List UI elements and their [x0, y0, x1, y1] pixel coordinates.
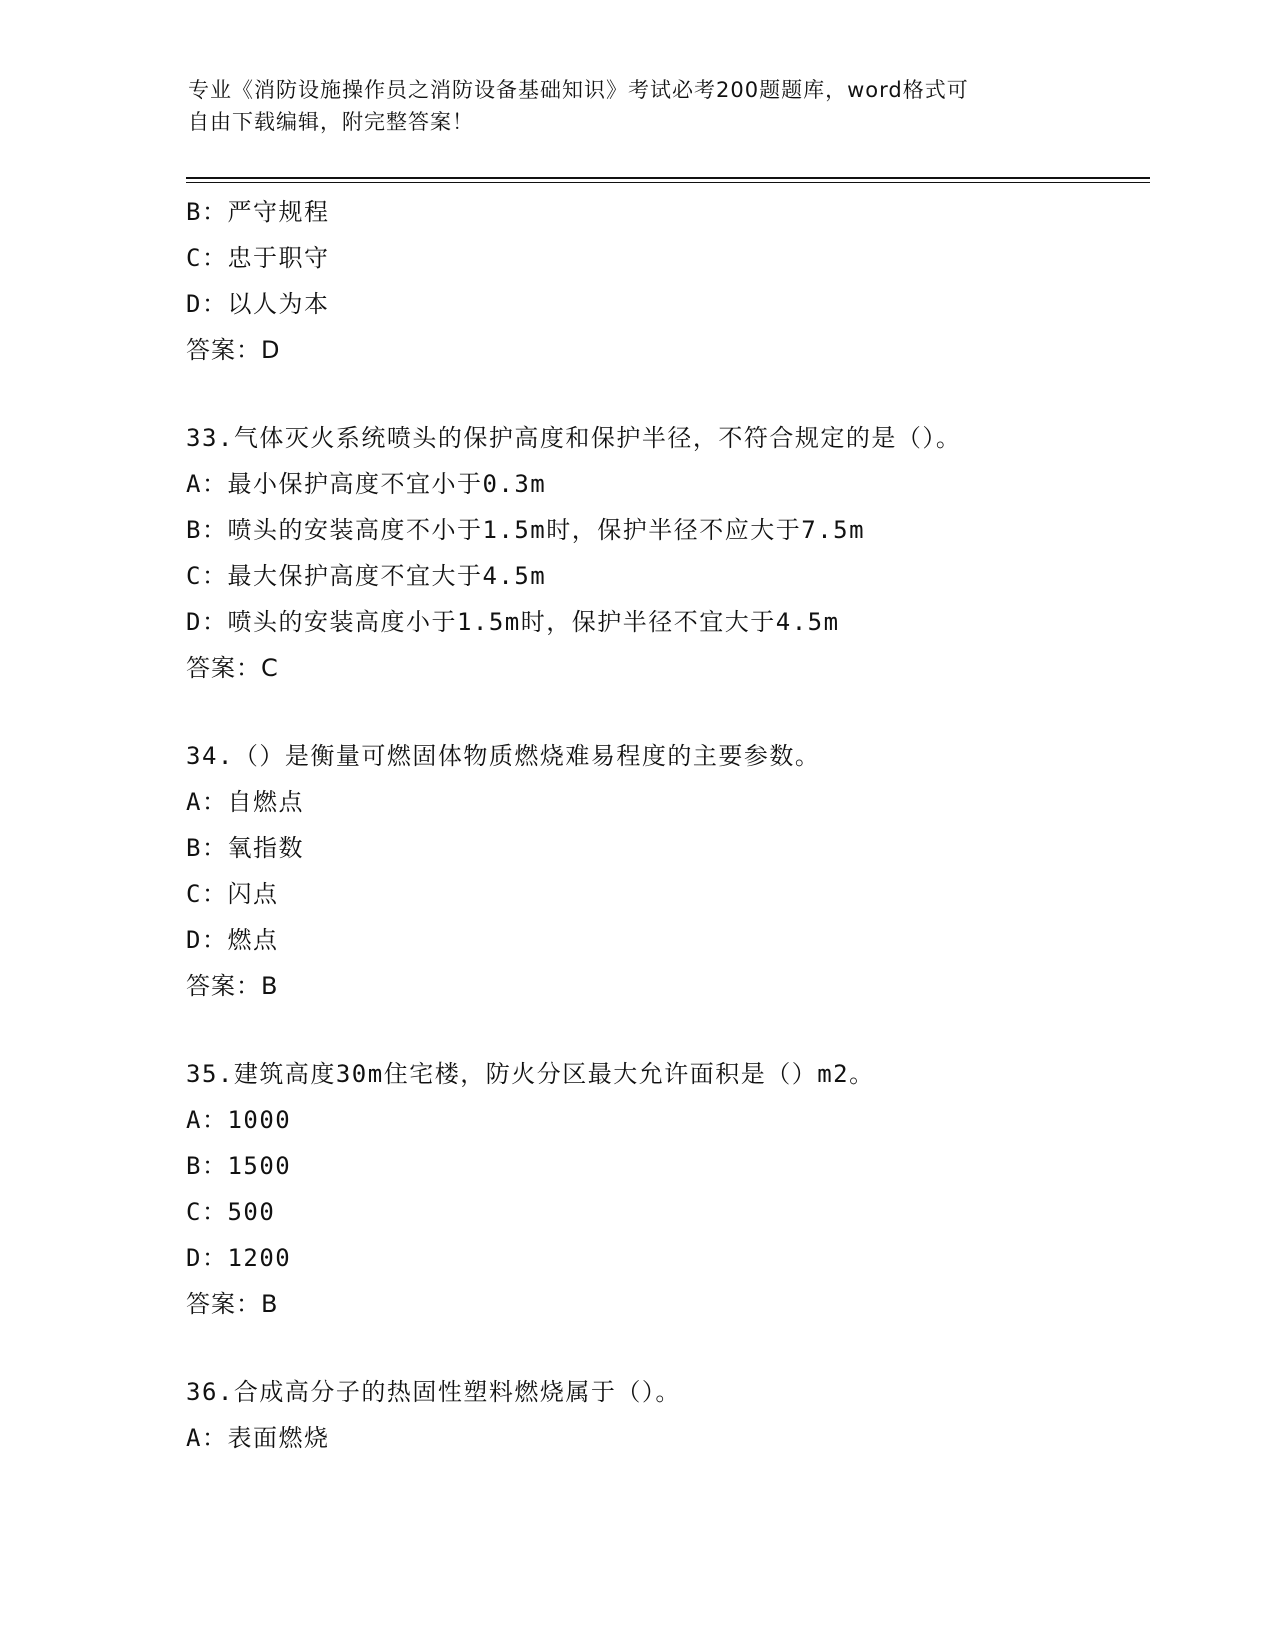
option-d: D：喷头的安装高度小于1.5m时，保护半径不宜大于4.5m [186, 608, 840, 636]
option-a: A：自燃点 [186, 788, 304, 816]
header-line-1: 专业《消防设施操作员之消防设备基础知识》考试必考200题题库，word格式可 [188, 78, 969, 102]
option-a: A：最小保护高度不宜小于0.3m [186, 470, 547, 498]
option-c: C：最大保护高度不宜大于4.5m [186, 562, 547, 590]
option-b: B：严守规程 [186, 198, 330, 226]
question-34 [186, 733, 1146, 1009]
question-32 [186, 189, 1146, 373]
spacer [186, 373, 1146, 415]
answer: 答案：B [186, 1290, 279, 1318]
option-d: D：1200 [186, 1244, 292, 1272]
question-title: 34.（）是衡量可燃固体物质燃烧难易程度的主要参数。 [186, 742, 821, 770]
option-b: B：喷头的安装高度不小于1.5m时，保护半径不应大于7.5m [186, 516, 866, 544]
answer: 答案：D [186, 336, 281, 364]
option-b: B：氧指数 [186, 834, 304, 862]
spacer [186, 691, 1146, 733]
answer: 答案：C [186, 654, 279, 682]
question-title: 36.合成高分子的热固性塑料燃烧属于（）。 [186, 1378, 681, 1406]
header-rule-thin [186, 182, 1150, 183]
option-d: D：以人为本 [186, 290, 330, 318]
option-a: A：1000 [186, 1106, 292, 1134]
question-title: 33.气体灭火系统喷头的保护高度和保护半径，不符合规定的是（）。 [186, 424, 962, 452]
header-rule-thick [186, 177, 1150, 179]
option-c: C：忠于职守 [186, 244, 330, 272]
spacer [186, 1327, 1146, 1369]
question-36 [186, 1369, 1146, 1461]
option-c: C：500 [186, 1198, 276, 1226]
answer: 答案：B [186, 972, 279, 1000]
option-b: B：1500 [186, 1152, 292, 1180]
question-33 [186, 415, 1146, 691]
option-a: A：表面燃烧 [186, 1424, 330, 1452]
question-35 [186, 1051, 1146, 1327]
option-d: D：燃点 [186, 926, 279, 954]
document-body [186, 189, 1146, 1461]
spacer [186, 1009, 1146, 1051]
option-c: C：闪点 [186, 880, 279, 908]
document-header [188, 74, 1088, 138]
header-line-2: 自由下载编辑，附完整答案！ [188, 110, 474, 134]
question-title: 35.建筑高度30m住宅楼，防火分区最大允许面积是（）m2。 [186, 1060, 875, 1088]
